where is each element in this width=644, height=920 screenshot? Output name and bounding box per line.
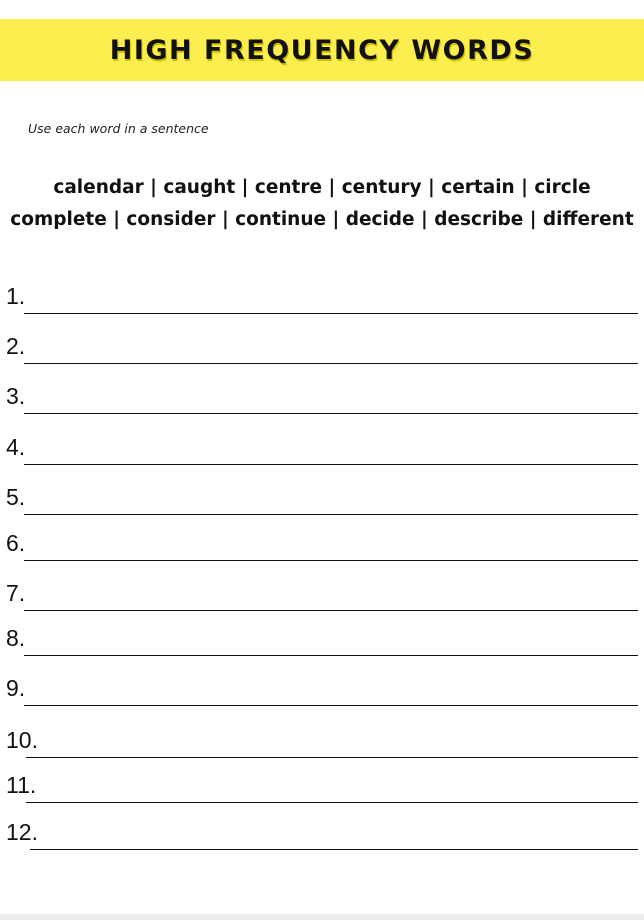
line-number: 11. — [6, 772, 37, 798]
line-number: 1. — [6, 283, 26, 309]
line-number: 4. — [6, 434, 26, 460]
line-number: 3. — [6, 383, 26, 409]
writing-rule[interactable] — [24, 610, 638, 612]
answer-line[interactable] — [0, 759, 644, 803]
answer-line[interactable] — [0, 370, 644, 414]
answer-line[interactable] — [0, 567, 644, 611]
line-number: 10. — [6, 727, 38, 753]
answer-line[interactable] — [0, 421, 644, 465]
page-bottom-edge — [0, 914, 644, 920]
instruction-text: Use each word in a sentence — [28, 121, 209, 136]
line-number: 8. — [6, 625, 26, 651]
answer-line[interactable] — [0, 517, 644, 561]
line-number: 2. — [6, 333, 26, 359]
writing-rule[interactable] — [24, 655, 638, 657]
writing-rule[interactable] — [24, 464, 638, 466]
line-number: 5. — [6, 484, 26, 510]
writing-rule[interactable] — [24, 705, 638, 707]
answer-line[interactable] — [0, 320, 644, 364]
line-number: 6. — [6, 530, 26, 556]
answer-line[interactable] — [0, 612, 644, 656]
writing-rule[interactable] — [26, 802, 638, 804]
writing-rule[interactable] — [24, 313, 638, 315]
writing-rule[interactable] — [26, 757, 638, 759]
writing-rule[interactable] — [24, 413, 638, 415]
word-list-line-1: calendar | caught | centre | century | certain | circle — [53, 177, 591, 198]
writing-rule[interactable] — [24, 560, 638, 562]
writing-rule[interactable] — [24, 363, 638, 365]
line-number: 9. — [6, 675, 26, 701]
title-banner — [0, 19, 644, 81]
line-number: 12. — [6, 819, 38, 845]
worksheet-title: HIGH FREQUENCY WORDS — [109, 34, 535, 66]
answer-line[interactable] — [0, 662, 644, 706]
answer-line[interactable] — [0, 270, 644, 314]
word-list-line-2: complete | consider | continue | decide | describe | different — [10, 209, 634, 230]
answer-line[interactable] — [0, 714, 644, 758]
answer-line[interactable] — [0, 806, 644, 850]
answer-line[interactable] — [0, 471, 644, 515]
writing-rule[interactable] — [24, 514, 638, 516]
writing-rule[interactable] — [30, 849, 638, 851]
line-number: 7. — [6, 580, 26, 606]
